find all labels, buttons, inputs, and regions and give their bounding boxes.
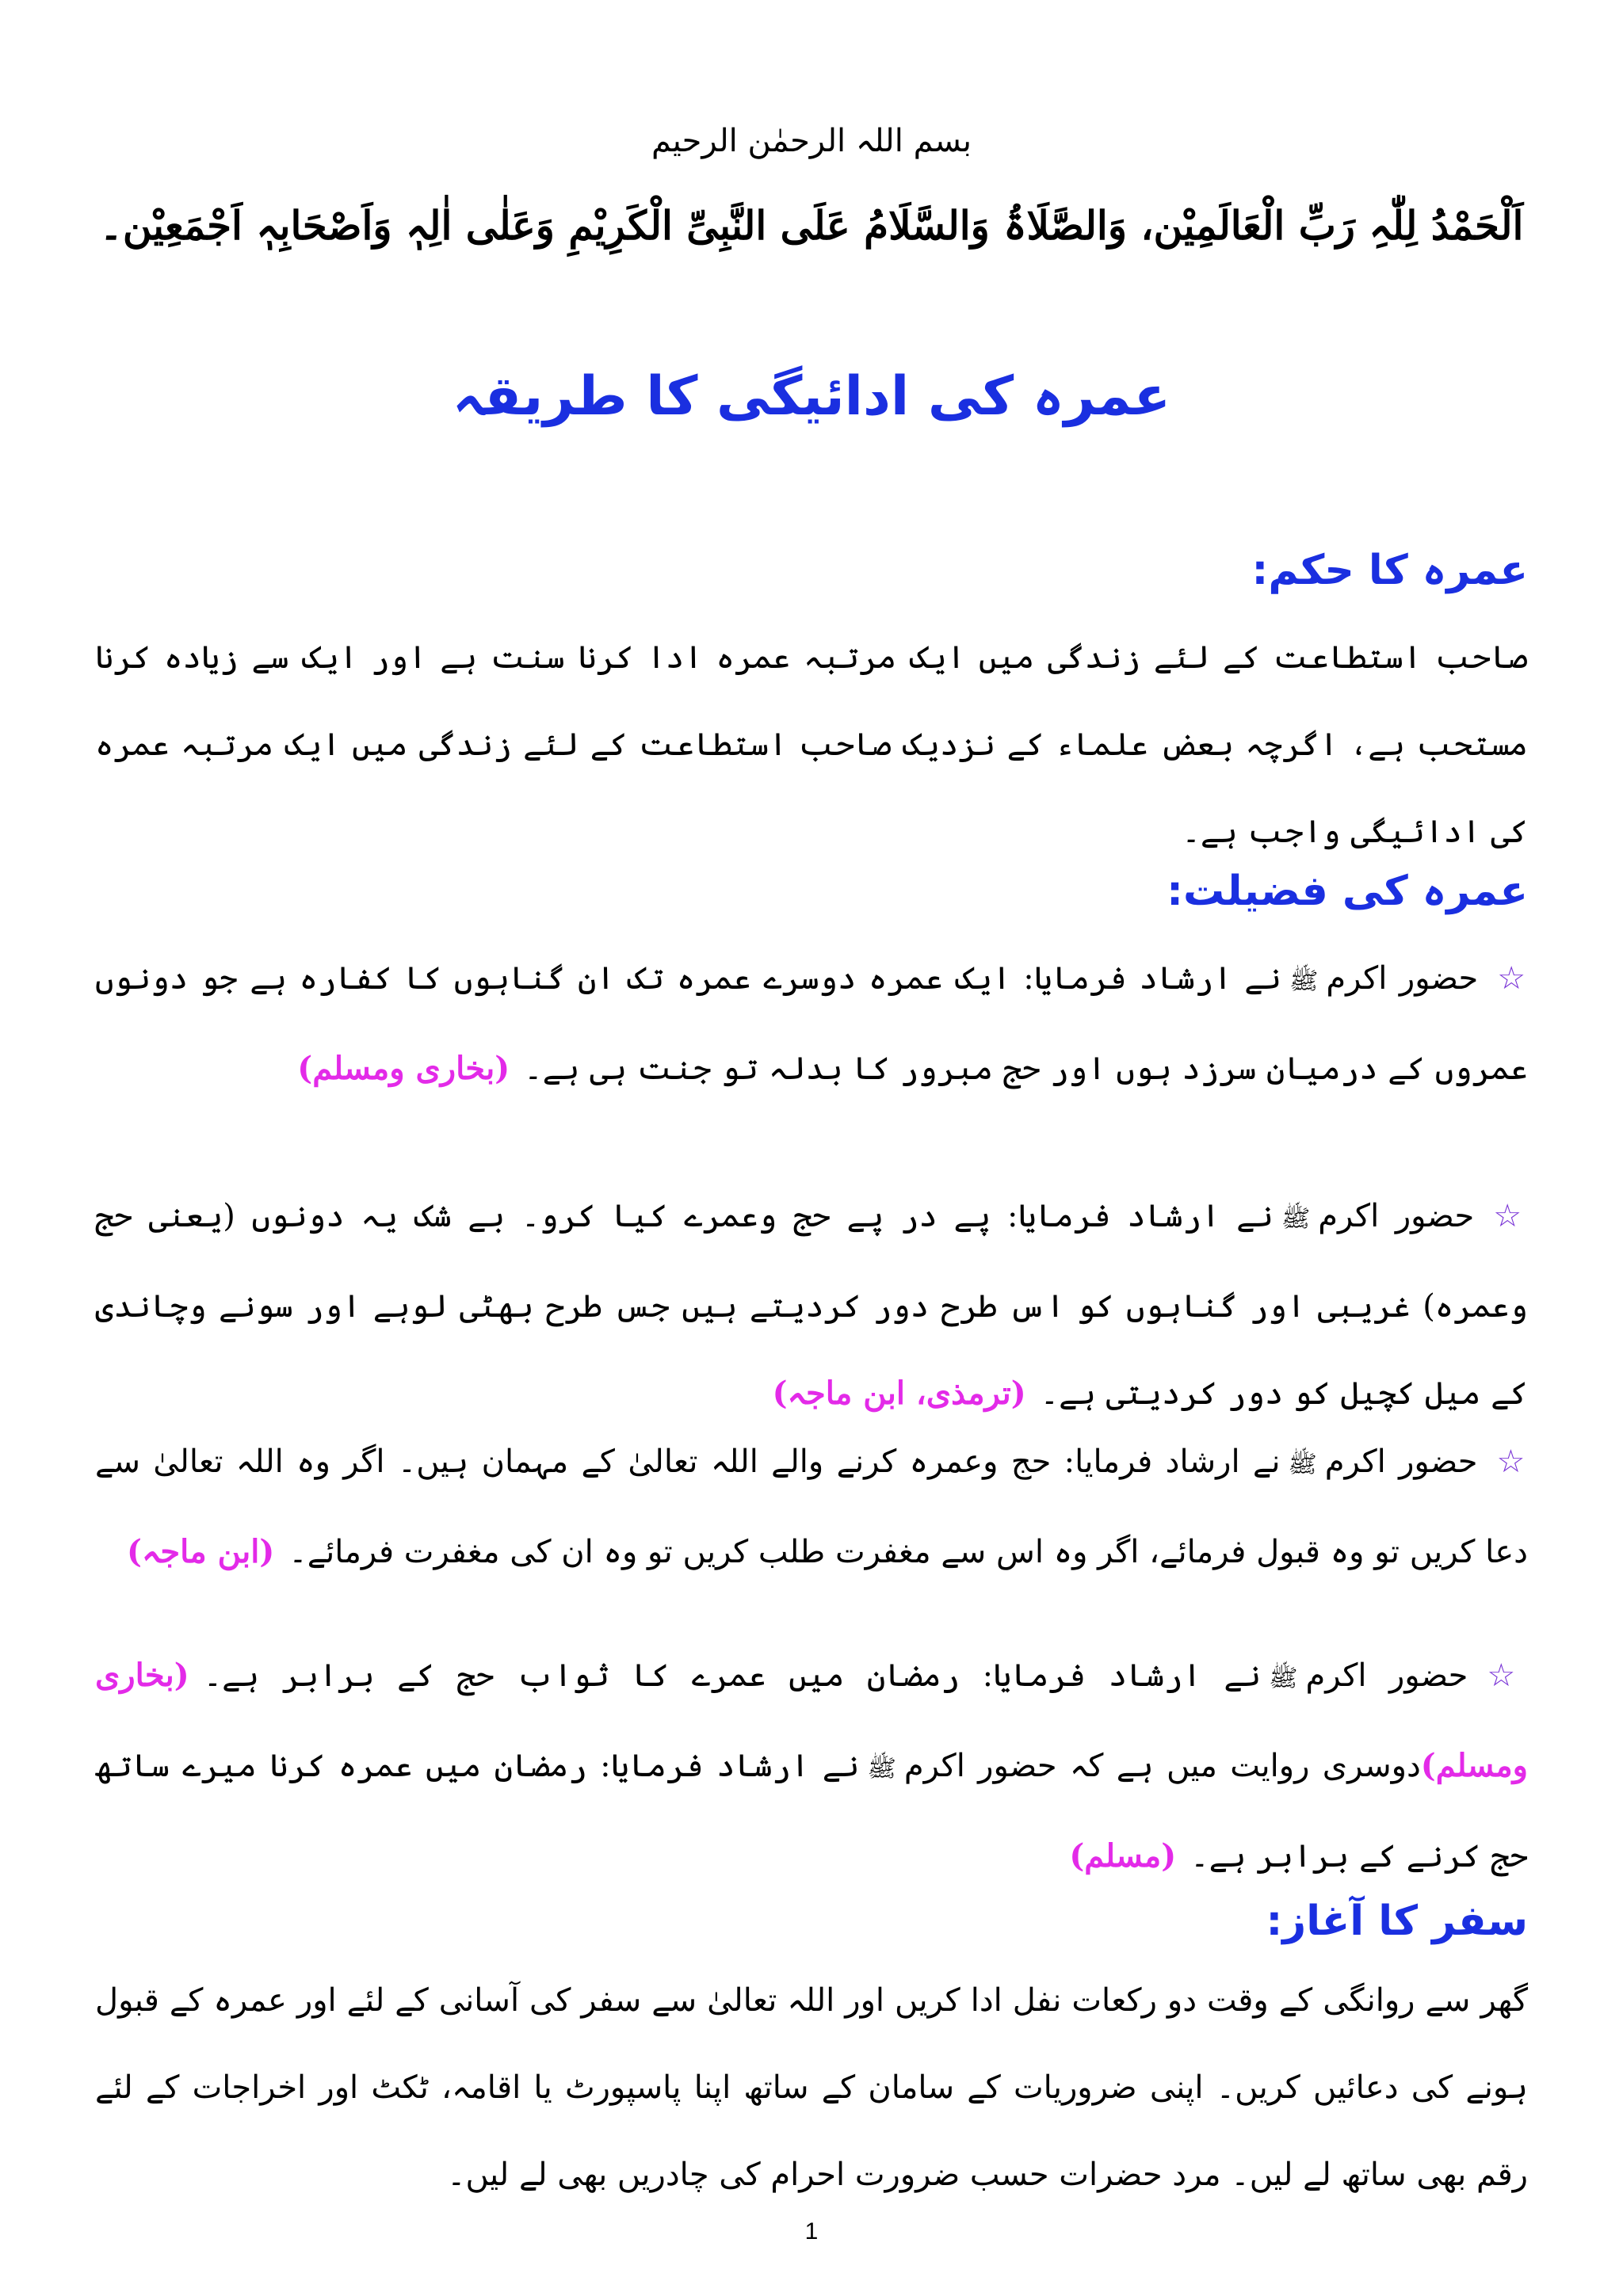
hadith-reference: (ابن ماجہ) <box>127 1533 275 1570</box>
pbuh-glyph: ﷺ <box>867 1755 896 1783</box>
hamd-line: اَلْحَمْدُ لِلّٰہِ رَبِّ الْعَالَمِیْن، وَالصَّلَاۃُ وَالسَّلَامُ عَلَی النَّبِیِّ الْکَرِیْمِ وَعَلٰی اٰلِہٖ وَاَصْحَابِہٖ اَجْمَعِیْن۔ <box>99 202 1524 249</box>
hadith-reference: (بخاری ومسلم) <box>95 1657 1528 1784</box>
bismillah: بسم اللہ الرحمٰن الرحیم <box>651 123 972 159</box>
hadith-reference: (مسلم) <box>1069 1837 1177 1875</box>
hadith-lead: حضور اکرم <box>1324 1444 1478 1480</box>
star-icon: ☆ <box>1487 1657 1529 1694</box>
star-icon: ☆ <box>1497 960 1529 997</box>
hadith-lead: حضور اکرم <box>1305 1657 1468 1694</box>
heading-journey-start: سفر کا آغاز: <box>1266 1897 1528 1945</box>
pbuh-glyph: ﷺ <box>1289 967 1319 995</box>
hadith-text: نے ارشاد فرمایا: حج وعمرہ کرنے والے اللہ تعالیٰ کے مہمان ہیں۔ اگر وہ اللہ تعالیٰ سے دعا کریں تو وہ قبول فرمائے، اگر وہ اس سے مغفرت طلب کریں تو وہ ان کی مغفرت فرمائے۔ <box>95 1444 1528 1570</box>
hadith-reference: (ترمذی، ابن ماجہ) <box>772 1375 1026 1412</box>
paragraph-journey-start: گھر سے روانگی کے وقت دو رکعات نفل ادا کریں اور اللہ تعالیٰ سے سفر کی آسانی کے لئے اور عمرہ کے قبول ہونے کی دعائیں کریں۔ اپنی ضروریات کے سامان کے ساتھ اپنا پاسپورٹ یا اقامہ، ٹکٹ اور اخراجات کے لئے رقم بھی ساتھ لے لیں۔ مرد حضرات حسب ضرورت احرام کی چادریں بھی لے لیں۔ <box>95 1982 1528 2193</box>
hadith-item <box>95 1632 1528 1900</box>
hadith-reference: (بخاری ومسلم) <box>297 1050 510 1087</box>
hadith-lead: حضور اکرم <box>1326 960 1479 997</box>
heading-umrah-ruling: عمرہ کا حکم: <box>1251 547 1528 594</box>
pbuh-glyph: ﷺ <box>1281 1205 1311 1233</box>
hadith-item <box>95 935 1528 1112</box>
hadith-text-third: نے ارشاد فرمایا: رمضان میں عمرہ کرنا میرے ساتھ حج کرنے کے برابر ہے۔ <box>95 1748 1528 1875</box>
star-icon: ☆ <box>1496 1444 1529 1480</box>
pbuh-glyph: ﷺ <box>1288 1451 1317 1478</box>
paragraph-umrah-ruling: صاحب استطاعت کے لئے زندگی میں ایک مرتبہ عمرہ ادا کرنا سنت ہے اور ایک سے زیادہ کرنا مستحب ہے، اگرچہ بعض علماء کے نزدیک صاحب استطاعت کے لئے زندگی میں ایک مرتبہ عمرہ کی ادائیگی واجب ہے۔ <box>95 639 1528 850</box>
page-number: 1 <box>804 2218 819 2245</box>
hadith-lead: حضور اکرم <box>1318 1198 1475 1234</box>
hadith-item <box>95 1418 1528 1596</box>
hadith-item <box>95 1173 1528 1437</box>
page-title: عمرہ کی ادائیگی کا طریقہ <box>452 365 1171 428</box>
hadith-text: نے ارشاد فرمایا: رمضان میں عمرے کا ثواب حج کے برابر ہے۔ <box>203 1657 1262 1694</box>
hadith-text: نے ارشاد فرمایا: ایک عمرہ دوسرے عمرہ تک ان گناہوں کا کفارہ ہے جو دونوں عمروں کے درمیان سرزد ہوں اور حج مبرور کا بدلہ تو جنت ہی ہے۔ <box>95 960 1528 1087</box>
star-icon: ☆ <box>1493 1198 1528 1234</box>
hadith-text-second: دوسری روایت میں ہے کہ حضور اکرم <box>903 1748 1421 1784</box>
pbuh-glyph: ﷺ <box>1269 1665 1298 1692</box>
hadith-text: نے ارشاد فرمایا: پے در پے حج وعمرے کیا کرو۔ بے شک یہ دونوں (یعنی حج وعمرہ) غریبی اور گناہوں کو اس طرح دور کردیتے ہیں جس طرح بھٹی لوہے اور سونے وچاندی کے میل کچیل کو دور کردیتی ہے۔ <box>95 1198 1528 1412</box>
heading-umrah-virtue: عمرہ کی فضیلت: <box>1167 868 1528 915</box>
